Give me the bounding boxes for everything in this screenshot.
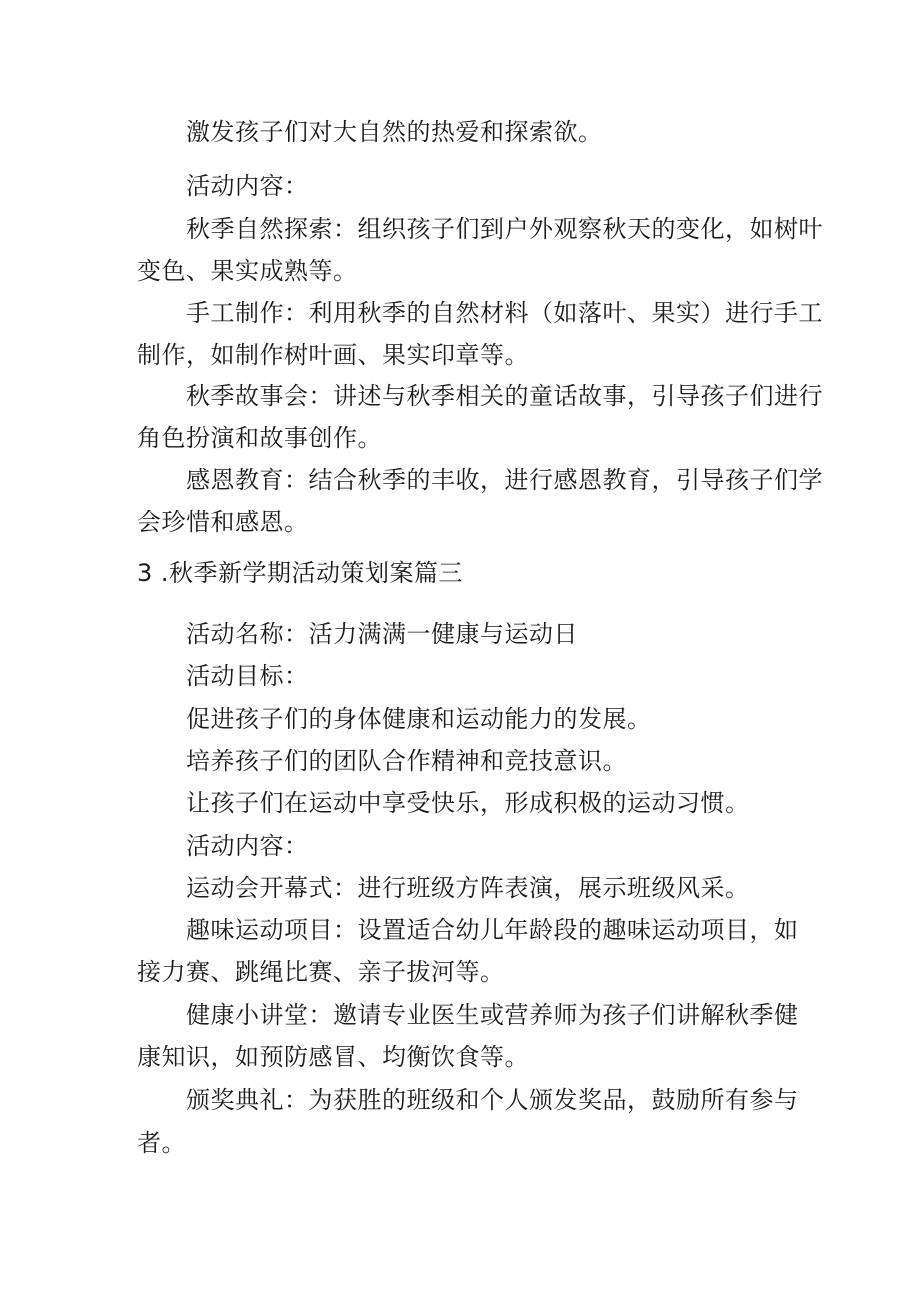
item-line: 接力赛、跳绳比赛、亲子拔河等。: [137, 958, 505, 986]
item-line: 者。: [137, 1129, 186, 1157]
item-line: 秋季自然探索：组织孩子们到户外观察秋天的变化，如树叶: [186, 215, 823, 243]
item-line: 手工制作：利用秋季的自然材料（如落叶、果实）进行手工: [186, 299, 823, 327]
section-heading: 3 .秋季新学期活动策划案篇三: [137, 559, 464, 587]
item-line: 感恩教育：结合秋季的丰收，进行感恩教育，引导孩子们学: [186, 466, 823, 494]
item-line: 运动会开幕式：进行班级方阵表演，展示班级风采。: [186, 874, 750, 902]
item-line: 颁奖典礼：为获胜的班级和个人颁发奖品，鼓励所有参与: [186, 1086, 799, 1114]
item-line: 趣味运动项目：设置适合幼儿年龄段的趣味运动项目，如: [186, 916, 799, 944]
goal-item: 促进孩子们的身体健康和运动能力的发展。: [186, 705, 652, 733]
item-line: 角色扮演和故事创作。: [137, 424, 382, 452]
content-label: 活动内容：: [186, 172, 309, 200]
item-line: 制作，如制作树叶画、果实印章等。: [137, 341, 529, 369]
goal-paragraph-end: 激发孩子们对大自然的热爱和探索欲。: [186, 118, 603, 146]
goal-item: 培养孩子们的团队合作精神和竞技意识。: [186, 747, 627, 775]
goal-label: 活动目标：: [186, 662, 309, 690]
item-line: 康知识，如预防感冒、均衡饮食等。: [137, 1043, 529, 1071]
goal-item: 让孩子们在运动中享受快乐，形成积极的运动习惯。: [186, 789, 750, 817]
content-label: 活动内容：: [186, 832, 309, 860]
item-line: 秋季故事会：讲述与秋季相关的童话故事，引导孩子们进行: [186, 382, 823, 410]
activity-name: 活动名称：活力满满一健康与运动日: [186, 620, 578, 648]
item-line: 健康小讲堂：邀请专业医生或营养师为孩子们讲解秋季健: [186, 1001, 799, 1029]
item-line: 会珍惜和感恩。: [137, 508, 309, 536]
item-line: 变色、果实成熟等。: [137, 257, 358, 285]
